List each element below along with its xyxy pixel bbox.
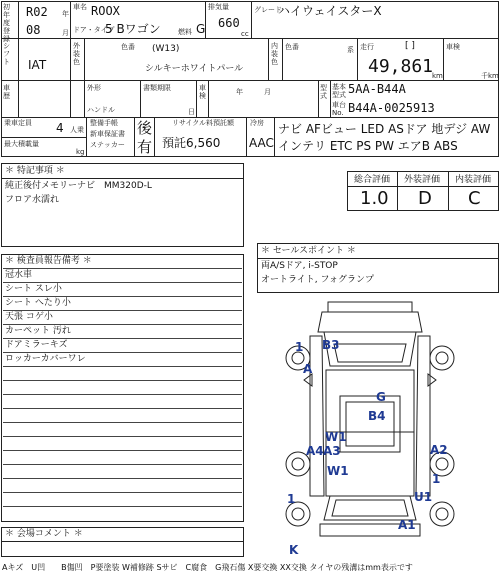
car-name-label: 車名 <box>73 3 87 11</box>
inspection-line: シート へたり小 <box>5 298 71 308</box>
int-color-label: 内装色 <box>271 42 278 66</box>
inspection-line: カーペット 汚れ <box>5 326 71 336</box>
docs-day-label: 日 <box>188 108 195 116</box>
maint-value: 後 <box>137 119 153 137</box>
mark-B4: B4 <box>368 409 386 423</box>
inspection-line: ドアミラーキズ <box>5 340 68 350</box>
inspection-unit: 千km <box>481 72 499 80</box>
fuel-label: 燃料 <box>178 28 192 36</box>
displacement-unit: cc <box>241 30 249 38</box>
warranty-label: 新車保証書 <box>90 130 125 138</box>
mark-W1-upper: W1 <box>325 430 347 444</box>
ac-label: 冷房 <box>250 119 264 127</box>
form-label: 外形 <box>87 84 101 92</box>
car-history-label: 車歴 <box>3 84 10 100</box>
chassis-no: B44A-0025913 <box>348 101 435 115</box>
exterior-score: D <box>418 188 432 209</box>
shift: IAT <box>28 58 47 72</box>
exterior-score-label: 外装評価 <box>404 175 441 185</box>
mark-A: A <box>303 362 313 376</box>
mark-U1: U1 <box>414 490 433 504</box>
color-code: (W13) <box>152 44 180 54</box>
special-line-1: 純正後付メモリーナビ MM320D-L <box>5 181 152 191</box>
mark-A2: A2 <box>430 443 448 457</box>
mark-1-bottomright: 1 <box>432 472 441 486</box>
doors-type: 5 Bワゴン <box>105 22 161 36</box>
mark-W1-lower: W1 <box>327 464 349 478</box>
mark-B3: B3 <box>322 338 340 352</box>
special-line-2: フロア水濡れ <box>5 195 60 205</box>
date-label: 年 月 <box>236 88 271 96</box>
displacement-label: 排気量 <box>208 3 229 11</box>
base-model: 5AA-B44A <box>348 82 406 96</box>
damage-legend: Aキズ U凹 B傷凹 P要塗装 W補修跡 Sサビ C腐食 G飛石傷 X要交換 XX交換 タイヤの残溝はmm表示です <box>2 563 413 572</box>
passengers-label: 乗車定員 <box>4 119 32 127</box>
overall-score-label: 総合評価 <box>354 175 391 185</box>
base-model-label: 基本型式 <box>332 83 346 99</box>
inspection-label: 車検 <box>446 43 460 51</box>
car-damage-diagram <box>280 296 460 558</box>
car-name: ROOX <box>91 4 120 18</box>
mark-1-bottomleft: 1 <box>287 492 296 506</box>
inspection-line: 天張 コゲ小 <box>5 312 53 322</box>
interior-score-label: 内装評価 <box>455 175 492 185</box>
sticker-label: ステッカー <box>90 141 125 149</box>
venue-comment-title: ＊ 会場コメント ＊ <box>5 529 83 539</box>
mileage-unit: km <box>432 72 443 80</box>
reg-month: 08 <box>26 23 41 37</box>
color-name: シルキーホワイトパール <box>145 64 244 74</box>
mileage: 49,861 <box>368 56 434 77</box>
mark-K: K <box>289 543 299 557</box>
int-color-suffix: 系 <box>347 46 354 54</box>
mark-G: G <box>376 390 386 404</box>
equipment-line-2: インテリ ETC PS PW エアB ABS <box>278 139 458 153</box>
mark-A1: A1 <box>398 518 416 532</box>
color-no-label: 色番 <box>121 43 135 51</box>
chassis-label: 車台No. <box>332 101 346 117</box>
fuel: G <box>196 22 206 36</box>
special-notes-title: ＊ 特記事項 ＊ <box>5 166 65 176</box>
inspection-notes-title: ＊ 検査員報告備考 ＊ <box>5 256 92 266</box>
handle-label: ハンドル <box>87 106 115 114</box>
passengers: 4 <box>56 121 64 135</box>
recycle-value: 預託6,560 <box>162 136 221 150</box>
doors-type-label: ドア・タイプ <box>73 26 115 34</box>
sales-line-2: オートライト, フォグランプ <box>261 275 375 285</box>
max-load-label: 最大積載量 <box>4 140 39 148</box>
docs-label: 書類期限 <box>143 84 171 92</box>
interior-score: C <box>468 188 481 209</box>
sales-points-title: ＊ セールスポイント ＊ <box>261 246 356 256</box>
model-year-label: 車検 <box>199 84 206 100</box>
ac-value: AAC <box>249 136 274 150</box>
displacement: 660 <box>218 16 240 30</box>
inspection-line: シート スレ小 <box>5 284 62 294</box>
inspection-line: ロッカーカバーワレ <box>5 354 86 364</box>
max-load-unit: kg <box>76 148 85 156</box>
mark-1-topleft: 1 <box>295 340 304 354</box>
mileage-label: 走行 <box>360 43 374 51</box>
overall-score: 1.0 <box>360 188 389 209</box>
grade: ハイウェイスターX <box>278 4 382 18</box>
year-unit: 年 <box>62 10 69 18</box>
inspection-line: 冠水車 <box>5 270 33 280</box>
month-unit: 月 <box>62 29 69 37</box>
shift-label: シフト <box>3 42 10 66</box>
reg-label: 初年度登録 <box>3 3 10 43</box>
passengers-unit: 人乗 <box>70 126 84 134</box>
warranty-value: 有 <box>137 138 153 156</box>
recycle-label: リサイクル料預託額 <box>172 119 235 127</box>
maint-label: 整備手帳 <box>90 119 118 127</box>
mileage-bracket: [ ] <box>405 41 415 51</box>
mark-A4: A4 <box>306 444 324 458</box>
int-color-no-label: 色番 <box>285 43 299 51</box>
grade-label: グレード <box>254 6 282 14</box>
year-era: R02 <box>26 5 48 19</box>
model-label: 型式 <box>320 84 327 100</box>
ext-color-label: 外装色 <box>73 42 80 66</box>
mark-A3: A3 <box>323 444 341 458</box>
sales-line-1: 両A/Sドア, i-STOP <box>261 261 338 271</box>
equipment-line-1: ナビ AFビュー LED ASドア 地デジ AW <box>278 122 491 136</box>
